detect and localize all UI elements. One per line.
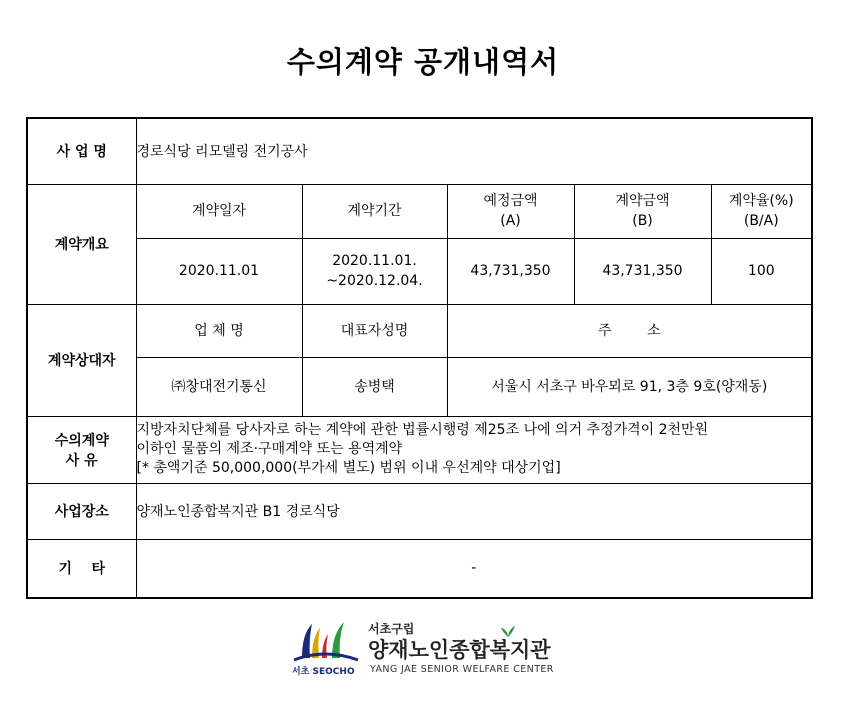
- header-contract-period: 계약기간: [302, 184, 447, 238]
- contract-period: 2020.11.01. ~2020.12.04.: [302, 238, 447, 304]
- project-label: 사 업 명: [27, 118, 136, 184]
- overview-header-row: [27, 184, 812, 238]
- logo-english-name: YANG JAE SENIOR WELFARE CENTER: [370, 664, 554, 675]
- contract-rate: 100: [711, 238, 812, 304]
- header-contract-rate: 계약율(%) (B/A): [711, 184, 812, 238]
- counterparty-header-row: [27, 304, 812, 357]
- etc-value: -: [136, 539, 812, 598]
- logo-emblem-icon: [288, 618, 362, 666]
- reason-line-1: 지방자치단체를 당사자로 하는 계약에 관한 법률시행령 제25조 나에 의거 추정가격이 2천만원: [136, 422, 709, 438]
- overview-value-row: [27, 238, 812, 304]
- reason-line-2: 이하인 물품의 제조·구매계약 또는 용역계약: [136, 441, 403, 457]
- header-company-name: 업 체 명: [136, 304, 302, 357]
- estimated-amount: 43,731,350: [447, 238, 574, 304]
- etc-row: [27, 539, 812, 598]
- reason-line-3: [* 총액기준 50,000,000(부가세 별도) 범위 이내 우선계약 대상기업]: [136, 460, 561, 476]
- etc-label: 기 타: [27, 539, 136, 598]
- header-representative: 대표자성명: [302, 304, 447, 357]
- location-value: 양재노인종합복지관 B1 경로식당: [136, 483, 812, 539]
- reason-row: [27, 416, 812, 483]
- logo-seocho-text: 서초 SEOCHO: [292, 667, 355, 677]
- contract-date: 2020.11.01: [136, 238, 302, 304]
- logo-district: 서초구립: [368, 622, 415, 636]
- project-name: 경로식당 리모델링 전기공사: [136, 118, 812, 184]
- location-row: [27, 483, 812, 539]
- header-estimated-amount: 예정금액 (A): [447, 184, 574, 238]
- reason-label: 수의계약 사 유: [27, 416, 136, 483]
- welfare-center-logo: [288, 618, 558, 680]
- reason-text: [136, 416, 812, 483]
- company-name: ㈜창대전기통신: [136, 357, 302, 416]
- header-contract-date: 계약일자: [136, 184, 302, 238]
- document-title: 수의계약 공개내역서: [286, 45, 560, 79]
- header-contract-amount: 계약금액 (B): [574, 184, 711, 238]
- location-label: 사업장소: [27, 483, 136, 539]
- counterparty-value-row: [27, 357, 812, 416]
- contract-amount: 43,731,350: [574, 238, 711, 304]
- representative-name: 송병택: [302, 357, 447, 416]
- header-address: 주 소: [447, 304, 812, 357]
- company-address: 서울시 서초구 바우뫼로 91, 3층 9호(양재동): [447, 357, 812, 416]
- overview-label: 계약개요: [27, 184, 136, 304]
- project-row: [27, 118, 812, 184]
- logo-center-name: 양재노인종합복지관: [368, 638, 551, 662]
- leaf-icon: [500, 624, 516, 638]
- contract-table: [26, 117, 813, 599]
- counterparty-label: 계약상대자: [27, 304, 136, 416]
